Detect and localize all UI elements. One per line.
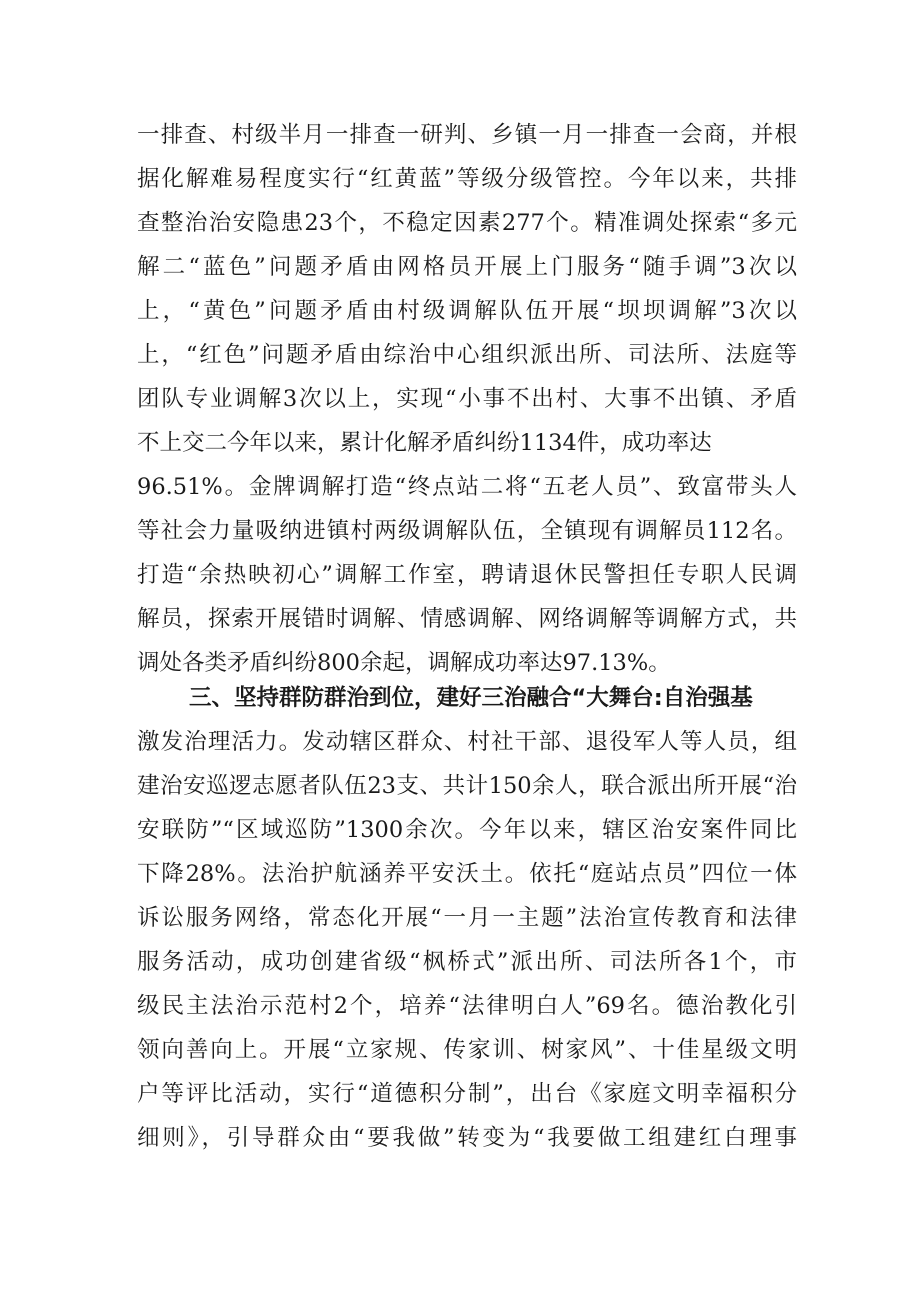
text-line: 等社会力量吸纳进镇村两级调解队伍，全镇现有调解员112名。 xyxy=(137,518,797,544)
section-heading: 三、坚持群防群治到位，建好三治融合“大舞台:自治强基 xyxy=(189,685,753,711)
text-line: 上，“红色”问题矛盾由综治中心组织派出所、司法所、法庭等 xyxy=(137,342,797,368)
text-line: 服务活动，成功创建省级“枫桥式”派出所、司法所各1个，市 xyxy=(137,949,797,975)
text-line: 解二“蓝色”问题矛盾由网格员开展上门服务“随手调”3次以 xyxy=(137,254,797,280)
text-line: 解员，探索开展错时调解、情感调解、网络调解等调解方式，共 xyxy=(137,606,797,632)
text-line: 诉讼服务网络，常态化开展“一月一主题”法治宣传教育和法律 xyxy=(137,905,797,931)
text-line: 一排查、村级半月一排查一研判、乡镇一月一排查一会商，并根 xyxy=(137,122,797,148)
text-line: 级民主法治示范村2个，培养“法律明白人”69名。德治教化引 xyxy=(137,993,797,1019)
text-line: 打造“余热映初心”调解工作室，聘请退休民警担任专职人民调 xyxy=(137,562,797,588)
text-line: 96.51%。金牌调解打造“终点站二将“五老人员”、致富带头人 xyxy=(137,474,797,500)
text-line: 调处各类矛盾纠纷800余起，调解成功率达97.13%。 xyxy=(137,650,671,676)
text-line: 安联防”“区域巡防”1300余次。今年以来，辖区治安案件同比 xyxy=(137,817,797,843)
text-line: 下降28%。法治护航涵养平安沃土。依托“庭站点员”四位一体 xyxy=(137,861,797,887)
text-line: 据化解难易程度实行“红黄蓝”等级分级管控。今年以来，共排 xyxy=(137,166,797,192)
paragraph-mediation xyxy=(137,113,797,685)
text-line: 领向善向上。开展“立家规、传家训、树家风”、十佳星级文明 xyxy=(137,1037,797,1063)
text-line: 团队专业调解3次以上，实现“小事不出村、大事不出镇、矛盾 xyxy=(137,386,797,412)
text-line: 上，“黄色”问题矛盾由村级调解队伍开展“坝坝调解”3次以 xyxy=(137,298,797,324)
text-line: 户等评比活动，实行“道德积分制”，出台《家庭文明幸福积分 xyxy=(137,1081,797,1107)
paragraph-governance xyxy=(137,676,797,1160)
text-line: 细则》，引导群众由“要我做”转变为“我要做工组建红白理事 xyxy=(137,1125,797,1151)
text-line: 建治安巡逻志愿者队伍23支、共计150余人，联合派出所开展“治 xyxy=(137,773,797,799)
text-line: 激发治理活力。发动辖区群众、村社干部、退役军人等人员，组 xyxy=(137,729,797,755)
text-line: 不上交二今年以来，累计化解矛盾纠纷1134件，成功率达 xyxy=(137,430,712,456)
text-line: 查整治治安隐患23个，不稳定因素277个。精准调处探索“多元 xyxy=(137,210,797,236)
